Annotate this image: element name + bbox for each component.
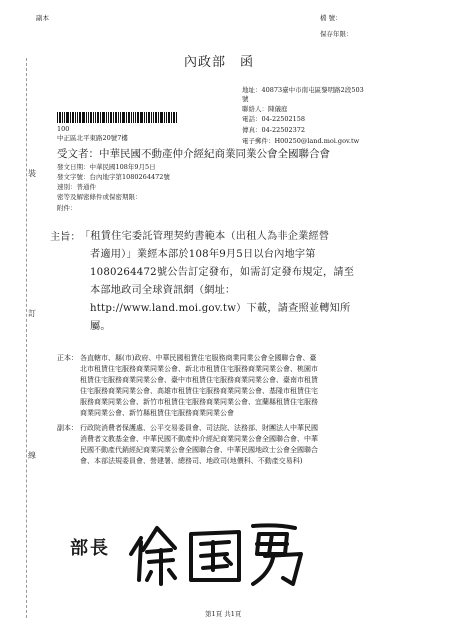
- barcode-bar: [135, 112, 136, 123]
- barcode-bar: [140, 112, 143, 123]
- barcode-bar: [66, 112, 69, 123]
- barcode-bar: [166, 112, 167, 123]
- sender-fax: 傳真：04-22502372: [242, 126, 306, 134]
- cc-copy-line: 消費者文教基金會、中華民國不動產仲介經紀商業同業公會全國聯合會、中華: [80, 435, 318, 443]
- barcode-bar: [146, 112, 147, 123]
- barcode-bar: [120, 112, 121, 123]
- barcode-bar: [168, 112, 170, 123]
- barcode-bar: [173, 112, 175, 123]
- retention-label: 保存年限：: [320, 30, 353, 38]
- recipient-postcode: 100: [57, 125, 70, 133]
- recipient-line: [57, 146, 330, 161]
- barcode-bar: [110, 112, 112, 123]
- cc-copy-list: [80, 423, 420, 467]
- cc-main-line: 各直轄市、縣(市)政府、中華民國租賃住宅服務商業同業公會全國聯合會、臺: [80, 354, 317, 362]
- issue-number: 發文字號：台內地字第1080264472號: [57, 173, 170, 181]
- barcode-bar: [90, 112, 92, 123]
- signature-title: 部長: [70, 538, 110, 559]
- delivery-speed: 速別：普通件: [57, 183, 96, 191]
- barcode-bar: [131, 112, 132, 123]
- barcode-bar: [176, 112, 177, 123]
- barcode-bar: [72, 112, 74, 123]
- barcode-bar: [171, 112, 172, 123]
- cc-main-line: 北市租賃住宅服務商業同業公會、新北市租賃住宅服務商業同業公會、桃園市: [80, 365, 318, 373]
- sender-phone: 電話：04-22502158: [242, 115, 306, 123]
- secrecy-level: 密等及解密條件或保密期限：: [57, 193, 142, 201]
- subject-line: 「租賃住宅委託管理契約書範本（出租人為非企業經營: [80, 231, 330, 242]
- sender-email: 電子郵件：H00250@land.moi.gov.tw: [242, 137, 360, 145]
- sender-address: 地址：40873臺中市南屯區黎明路2段503: [242, 86, 364, 94]
- copy-mark: 副本: [36, 14, 49, 22]
- barcode-bar: [155, 112, 157, 123]
- cc-copy-line: 民國不動產代銷經紀商業同業公會全國聯合會、中華民國地政士公會全國聯合: [80, 446, 318, 454]
- issue-date: 發文日期：中華民國108年9月5日: [57, 163, 156, 171]
- cc-main-line: 商業同業公會、新竹縣租賃住宅服務商業同業公會: [80, 409, 234, 417]
- subject-line: http://www.land.moi.gov.tw）下載，請查照並轉知所: [90, 303, 351, 314]
- sender-contact: 聯絡人：陳儀庭: [242, 105, 288, 113]
- subject-line: 屬。: [90, 321, 111, 332]
- barcode-bar: [118, 112, 119, 123]
- cc-main-list: [80, 353, 420, 419]
- subject-line: 1080264472號公告訂定發布，如需訂定發布規定，請至: [90, 267, 355, 278]
- barcode-bar: [133, 112, 134, 123]
- barcode-bar: [77, 112, 78, 123]
- barcode-bar: [115, 112, 117, 123]
- file-number-label: 檔 號：: [320, 14, 342, 22]
- sender-address-cont: 號: [242, 95, 249, 103]
- barcode-bar: [95, 112, 96, 123]
- barcode-bar: [153, 112, 154, 123]
- barcode-bar: [57, 112, 58, 123]
- barcode-bar: [79, 112, 81, 123]
- signature-graphic: [127, 520, 307, 590]
- barcode-bar: [102, 112, 105, 123]
- barcode-bar: [93, 112, 94, 123]
- subject-line: 本部地政司全球資訊網（網址：: [90, 285, 236, 296]
- cc-main-label: 正本：: [57, 354, 78, 362]
- cc-main-line: 服務商業同業公會、新竹市租賃住宅服務商業同業公會、宜蘭縣租賃住宅服務: [80, 398, 318, 406]
- recipient-address: 中正區北平東路20號7樓: [57, 134, 128, 142]
- margin-label-bind: 訂: [28, 309, 36, 318]
- cc-main-line: 租賃住宅服務商業同業公會、臺中市租賃住宅服務商業同業公會、臺南市租賃: [80, 376, 318, 384]
- barcode-image: [57, 112, 197, 123]
- barcode-bar: [148, 112, 150, 123]
- barcode-bar: [82, 112, 85, 123]
- subject-label: 主旨：: [50, 232, 81, 243]
- barcode-bar: [75, 112, 76, 123]
- barcode-bar: [122, 112, 125, 123]
- page-footer: 第1頁 共1頁: [205, 610, 242, 618]
- barcode-bar: [108, 112, 109, 123]
- cc-copy-line: 會、本部法規委員會、營建署、總務司、地政司(地價科、不動產交易科): [80, 457, 303, 465]
- barcode-bar: [158, 112, 159, 123]
- barcode-bar: [164, 112, 165, 123]
- margin-label-line: 線: [28, 451, 36, 460]
- barcode-bar: [100, 112, 101, 123]
- barcode-bar: [86, 112, 87, 123]
- barcode-bar: [144, 112, 145, 123]
- barcode-bar: [97, 112, 99, 123]
- cc-copy-label: 副本：: [57, 424, 78, 432]
- attachment: 附件：: [57, 204, 77, 212]
- barcode-bar: [62, 112, 63, 123]
- barcode-bar: [160, 112, 163, 123]
- barcode-bar: [70, 112, 71, 123]
- subject-body: [80, 228, 415, 336]
- barcode-bar: [126, 112, 127, 123]
- barcode-bar: [88, 112, 89, 123]
- recipient-label: 受文者：: [57, 148, 99, 160]
- document-title: 內政部 函: [184, 55, 255, 70]
- recipient-name: 中華民國不動產仲介經紀商業同業公會全國聯合會: [99, 148, 330, 160]
- cc-copy-line: 行政院消費者保護處、公平交易委員會、司法院、法務部、財團法人中華民國: [80, 424, 318, 432]
- barcode-bar: [113, 112, 114, 123]
- cc-main-line: 住宅服務商業同業公會、高雄市租賃住宅服務商業同業公會、基隆市租賃住宅: [80, 387, 318, 395]
- margin-label-staple: 裝: [28, 169, 36, 178]
- barcode-bar: [151, 112, 152, 123]
- barcode-bar: [59, 112, 61, 123]
- barcode-bar: [106, 112, 107, 123]
- barcode-bar: [137, 112, 139, 123]
- binding-line: [26, 58, 27, 618]
- barcode-bar: [64, 112, 65, 123]
- subject-line: 者適用）」業經本部於108年9月5日以台內地字第: [90, 249, 316, 260]
- barcode-bar: [128, 112, 130, 123]
